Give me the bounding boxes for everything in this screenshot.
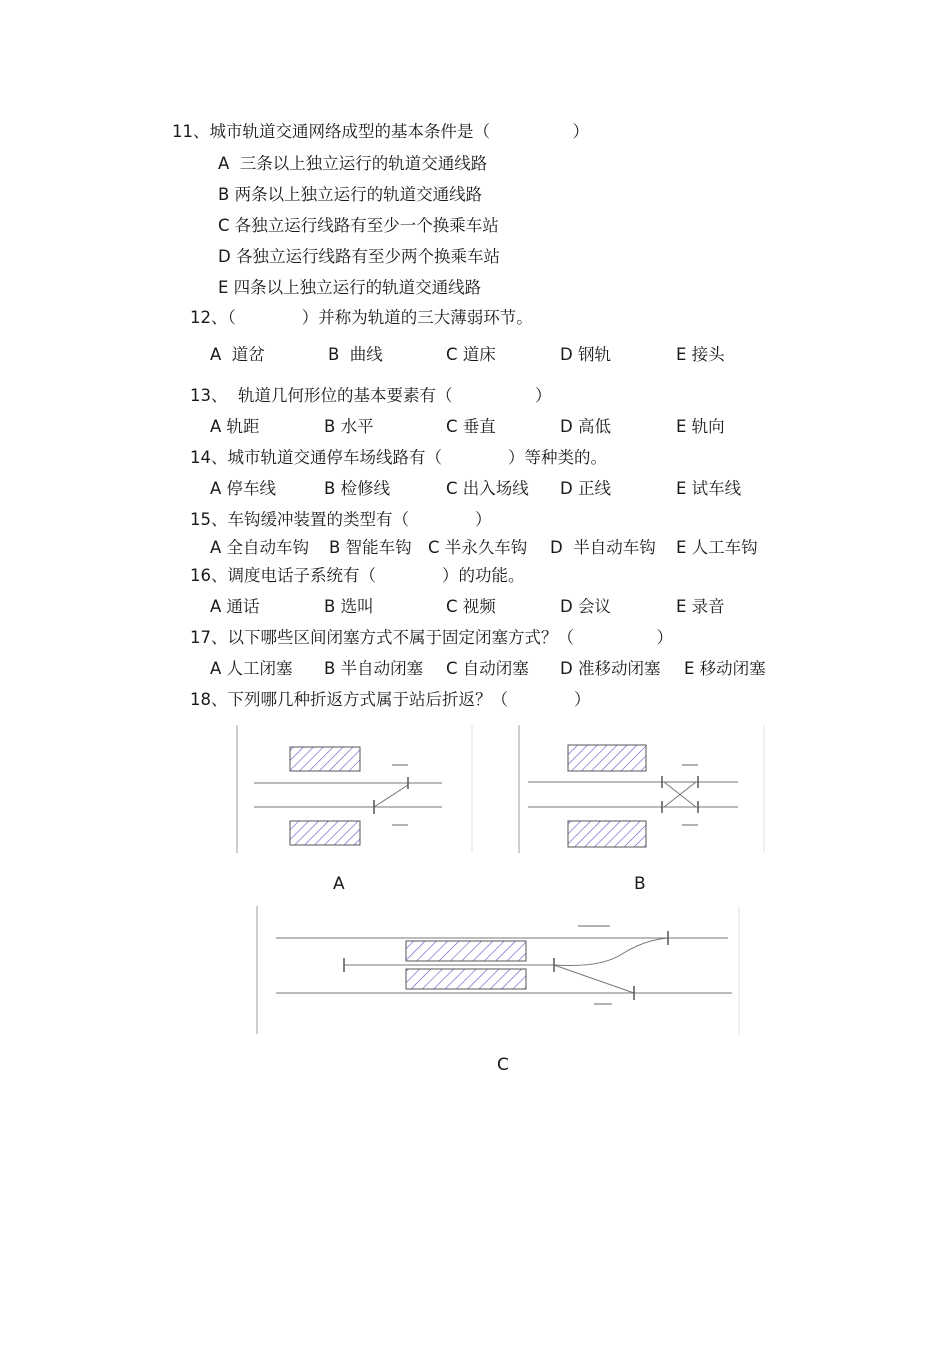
question-11-option-a: A 三条以上独立运行的轨道交通线路 (218, 154, 488, 173)
diagram-b-svg (518, 725, 766, 855)
question-11-option-b: B 两条以上独立运行的轨道交通线路 (218, 185, 483, 204)
crossover (374, 785, 408, 807)
platform-lower (568, 821, 646, 847)
question-11-option-d: D 各独立运行线路有至少两个换乘车站 (218, 247, 500, 266)
question-13-option-e: E 轨向 (676, 417, 725, 436)
question-13-option-d: D 高低 (560, 417, 611, 436)
question-13-option-a: A 轨距 (210, 417, 260, 436)
question-17-option-e: E 移动闭塞 (684, 659, 766, 678)
question-16-option-a: A 通话 (210, 597, 260, 616)
question-11-option-c: C 各独立运行线路有至少一个换乘车站 (218, 216, 499, 235)
crossover-to-lower (554, 965, 634, 993)
diagram-a-label: A (333, 874, 345, 894)
question-12-stem: 12、（ ）并称为轨道的三大薄弱环节。 (190, 308, 533, 327)
diagram-c (256, 906, 742, 1036)
platform-lower (290, 821, 360, 845)
diagram-b-label: B (634, 874, 646, 894)
question-17-option-b: B 半自动闭塞 (324, 659, 424, 678)
question-17-option-d: D 准移动闭塞 (560, 659, 661, 678)
question-16-option-c: C 视频 (446, 597, 496, 616)
question-17-option-a: A 人工闭塞 (210, 659, 293, 678)
question-14-option-e: E 试车线 (676, 479, 742, 498)
question-15-option-e: E 人工车钩 (676, 538, 758, 557)
question-12-option-d: D 钢轨 (560, 345, 611, 364)
question-12-option-c: C 道床 (446, 345, 496, 364)
platform-upper (290, 747, 360, 771)
diagram-c-svg (256, 906, 742, 1036)
question-14-option-c: C 出入场线 (446, 479, 529, 498)
question-15-option-c: C 半永久车钩 (428, 538, 528, 557)
diagram-c-label: C (497, 1055, 509, 1075)
island-platform-lower (406, 969, 526, 989)
question-12-option-a: A 道岔 (210, 345, 265, 364)
question-14-option-a: A 停车线 (210, 479, 277, 498)
question-12-option-e: E 接头 (676, 345, 725, 364)
question-14-option-b: B 检修线 (324, 479, 391, 498)
question-13-stem: 13、 轨道几何形位的基本要素有（ ） (190, 386, 552, 405)
question-13-option-c: C 垂直 (446, 417, 496, 436)
question-16-option-e: E 录音 (676, 597, 725, 616)
question-13-option-b: B 水平 (324, 417, 374, 436)
question-15-option-b: B 智能车钩 (329, 538, 412, 557)
question-15-option-a: A 全自动车钩 (210, 538, 310, 557)
question-11-stem: 11、城市轨道交通网络成型的基本条件是（ ） (172, 122, 589, 141)
question-16-option-b: B 选叫 (324, 597, 374, 616)
question-18-stem: 18、下列哪几种折返方式属于站后折返？（ ） (190, 690, 591, 709)
question-12-option-b: B 曲线 (328, 345, 383, 364)
diagram-a-svg (236, 725, 474, 855)
turnout-curve (554, 938, 668, 966)
question-15-stem: 15、车钩缓冲装置的类型有（ ） (190, 510, 492, 529)
question-17-stem: 17、以下哪些区间闭塞方式不属于固定闭塞方式？（ ） (190, 628, 673, 647)
question-14-stem: 14、城市轨道交通停车场线路有（ ）等种类的。 (190, 448, 607, 467)
question-11-option-e: E 四条以上独立运行的轨道交通线路 (218, 278, 482, 297)
question-16-option-d: D 会议 (560, 597, 611, 616)
platform-upper (568, 745, 646, 771)
question-16-stem: 16、调度电话子系统有（ ）的功能。 (190, 566, 525, 585)
question-14-option-d: D 正线 (560, 479, 611, 498)
question-17-option-c: C 自动闭塞 (446, 659, 529, 678)
diagram-b (518, 725, 766, 855)
question-15-option-d: D 半自动车钩 (550, 538, 656, 557)
diagram-a (236, 725, 474, 855)
island-platform-upper (406, 941, 526, 961)
